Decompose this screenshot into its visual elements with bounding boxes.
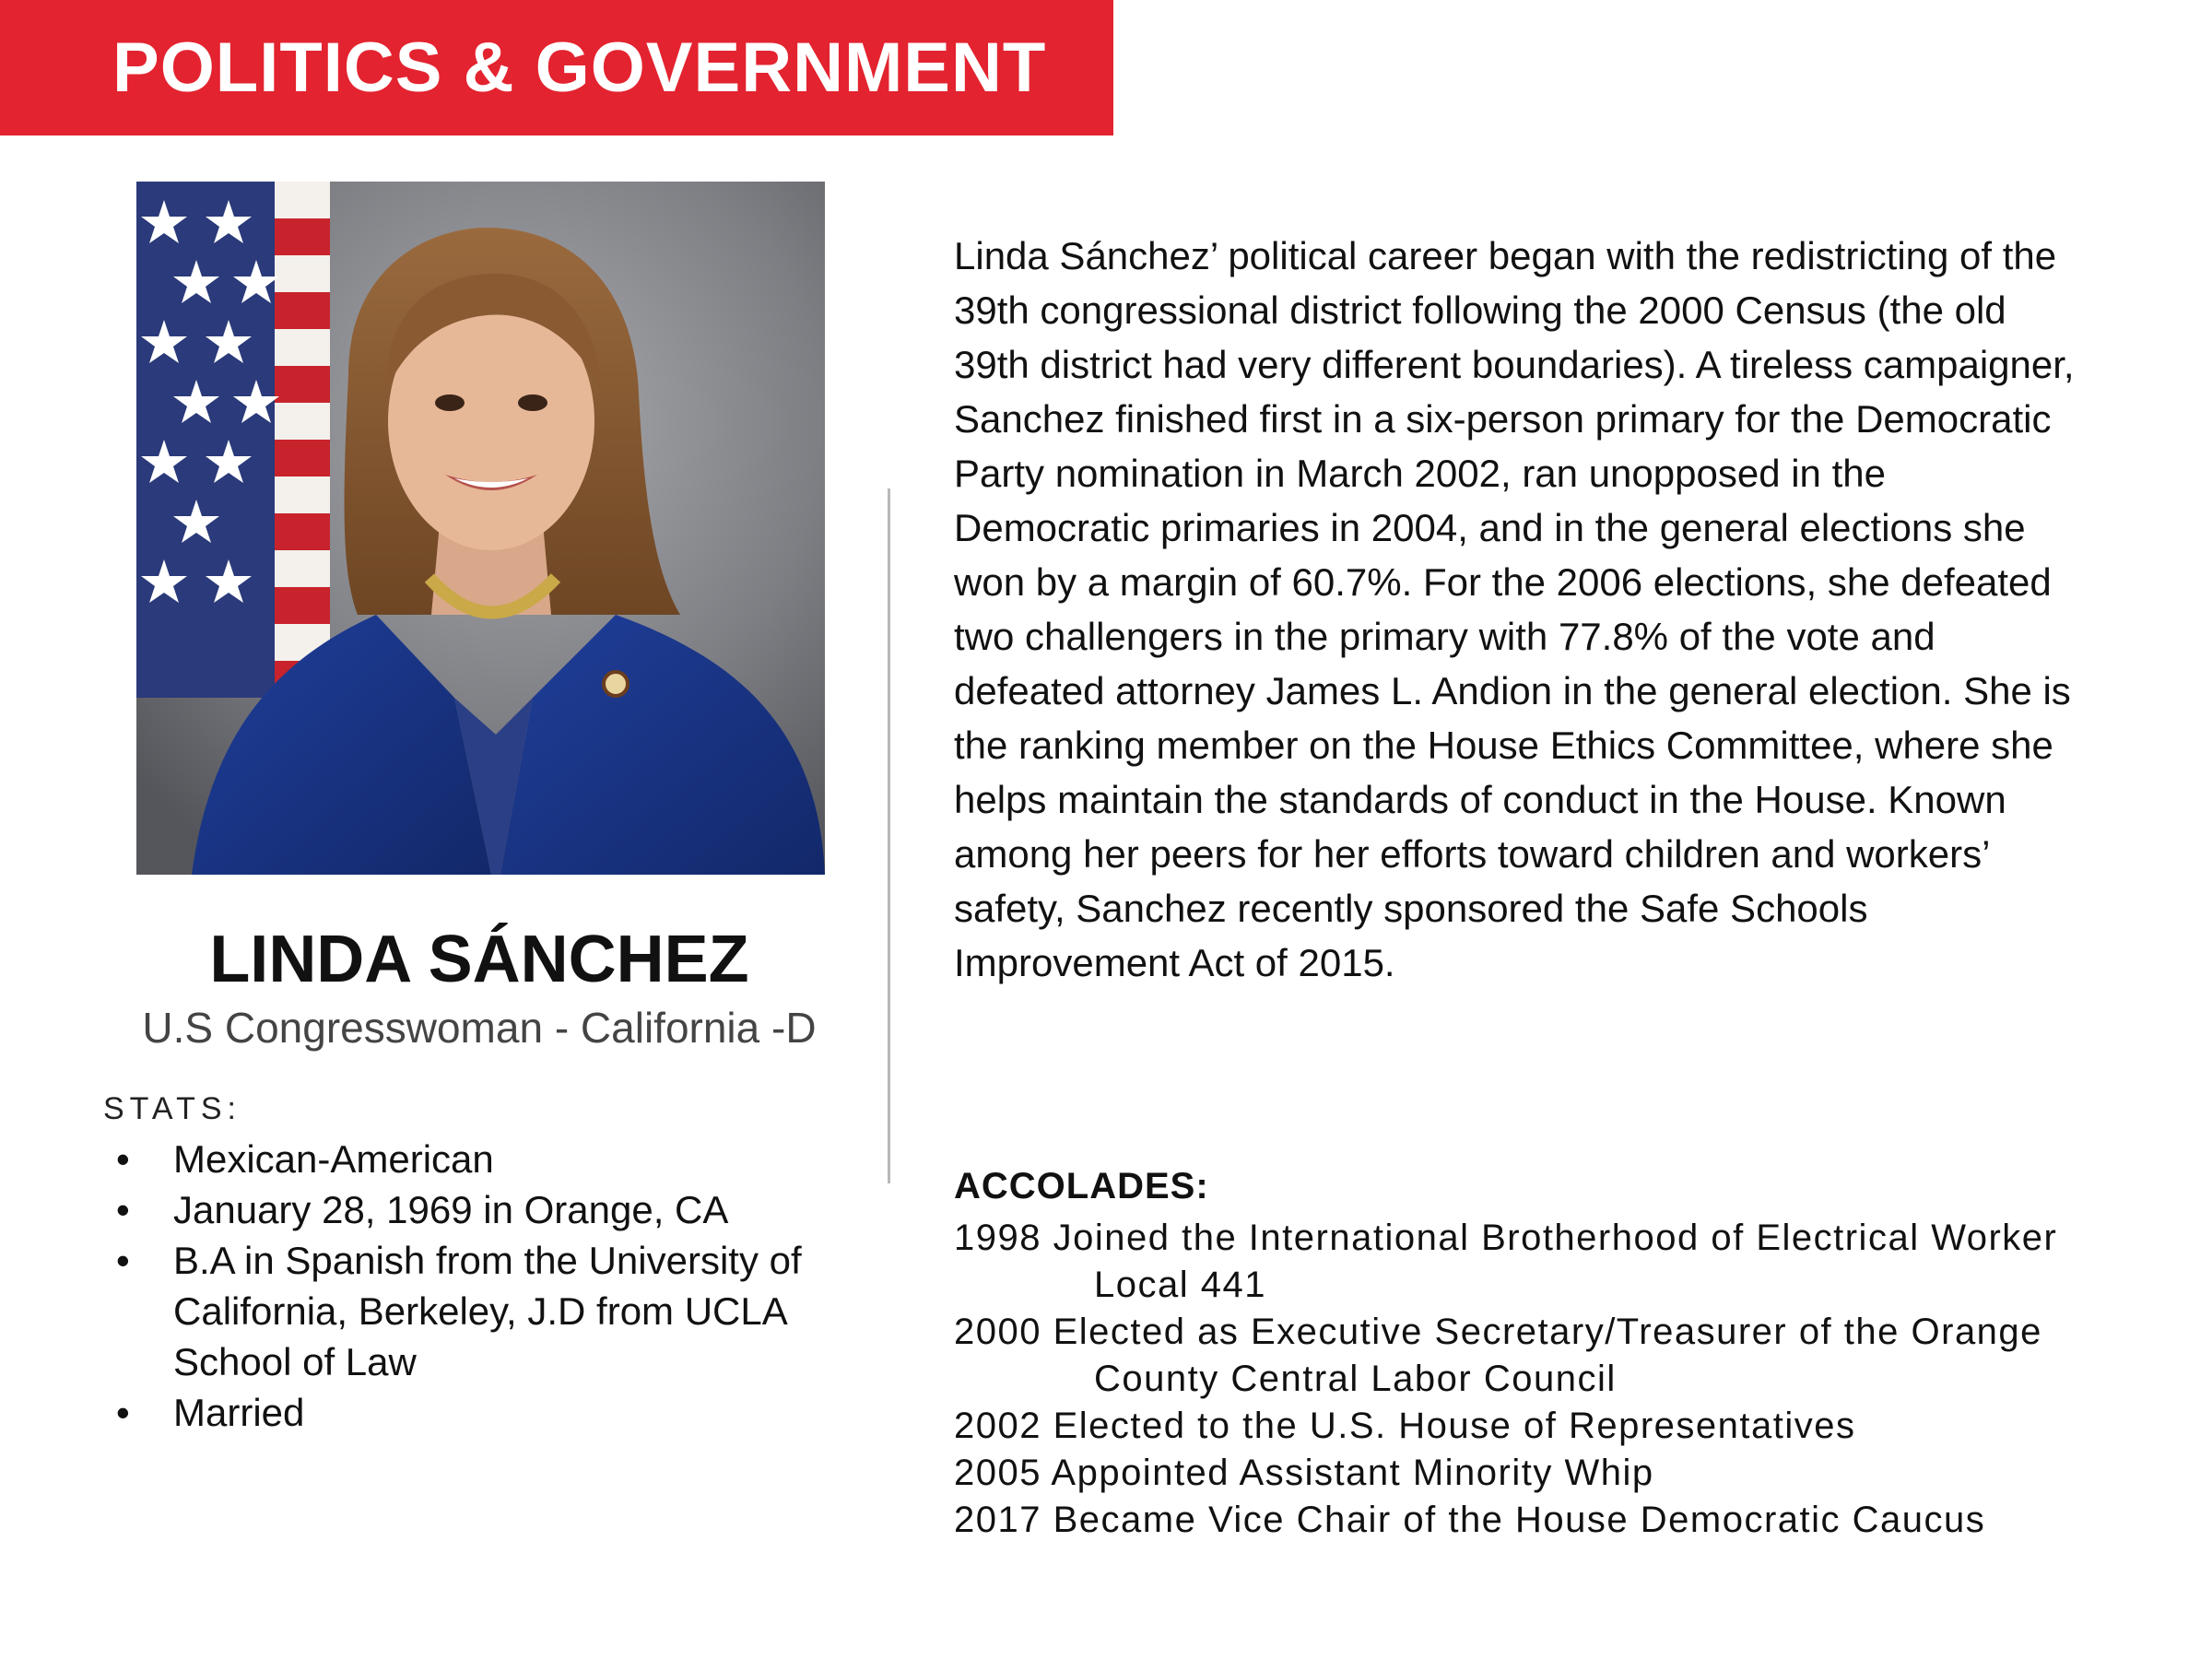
accolade-item: 2002 Elected to the U.S. House of Representatives (954, 1406, 1856, 1446)
bullet-icon: • (116, 1188, 130, 1231)
column-divider (888, 488, 890, 1183)
section-title: POLITICS & GOVERNMENT (112, 29, 1047, 107)
accolades-list (954, 1215, 2152, 1544)
stats-heading: STATS: (103, 1091, 241, 1126)
bullet-icon: • (116, 1239, 130, 1282)
biography-text: Linda Sánchez’ political career began with the redistricting of the 39th congressional district following the 2000 Census (the old 39th district had very different boundaries). A tireless campaigner, Sanchez finished first in a six-person primary for the Democratic Party nomination in March 2002, ran unopposed in the Democratic primaries in 2004, and in the general elections she won by a margin of 60.7%. For the 2006 elections, she defeated two challengers in the primary with 77.8% of the vote and defeated attorney James L. Andion in the general election. She is the ranking member on the House Ethics Committee, where she helps maintain the standards of conduct in the House. Known among her peers for her efforts toward children and workers’ safety, Sanchez recently sponsored the Safe Schools Improvement Act of 2015. (954, 234, 2075, 984)
stats-item (103, 1387, 914, 1438)
bullet-icon: • (116, 1391, 130, 1434)
stats-list (103, 1134, 914, 1438)
stats-item (103, 1134, 914, 1184)
stats-item-text: Married (173, 1391, 305, 1434)
accolade-item: 2017 Became Vice Chair of the House Democratic Caucus (954, 1500, 1986, 1540)
stats-item (103, 1235, 914, 1387)
accolades-heading: ACCOLADES: (954, 1166, 1209, 1206)
portrait-photo (136, 182, 825, 875)
bullet-icon: • (116, 1137, 130, 1181)
accolade-item: 2000 Elected as Executive Secretary/Treasurer of the Orange County Central Labor Council (954, 1312, 2042, 1399)
stats-item (103, 1184, 914, 1235)
accolade-item: 1998 Joined the International Brotherhood of Electrical Worker Local 441 (954, 1218, 2058, 1305)
person-role: U.S Congresswoman - California -D (142, 1004, 817, 1052)
stats-item-text: January 28, 1969 in Orange, CA (173, 1188, 729, 1231)
stats-item-text: Mexican-American (173, 1137, 494, 1181)
accolade-item: 2005 Appointed Assistant Minority Whip (954, 1453, 1654, 1493)
person-name: LINDA SÁNCHEZ (209, 923, 749, 996)
stats-item-text: B.A in Spanish from the University of California, Berkeley, J.D from UCLA School of Law (173, 1239, 802, 1383)
section-banner (0, 0, 1113, 135)
